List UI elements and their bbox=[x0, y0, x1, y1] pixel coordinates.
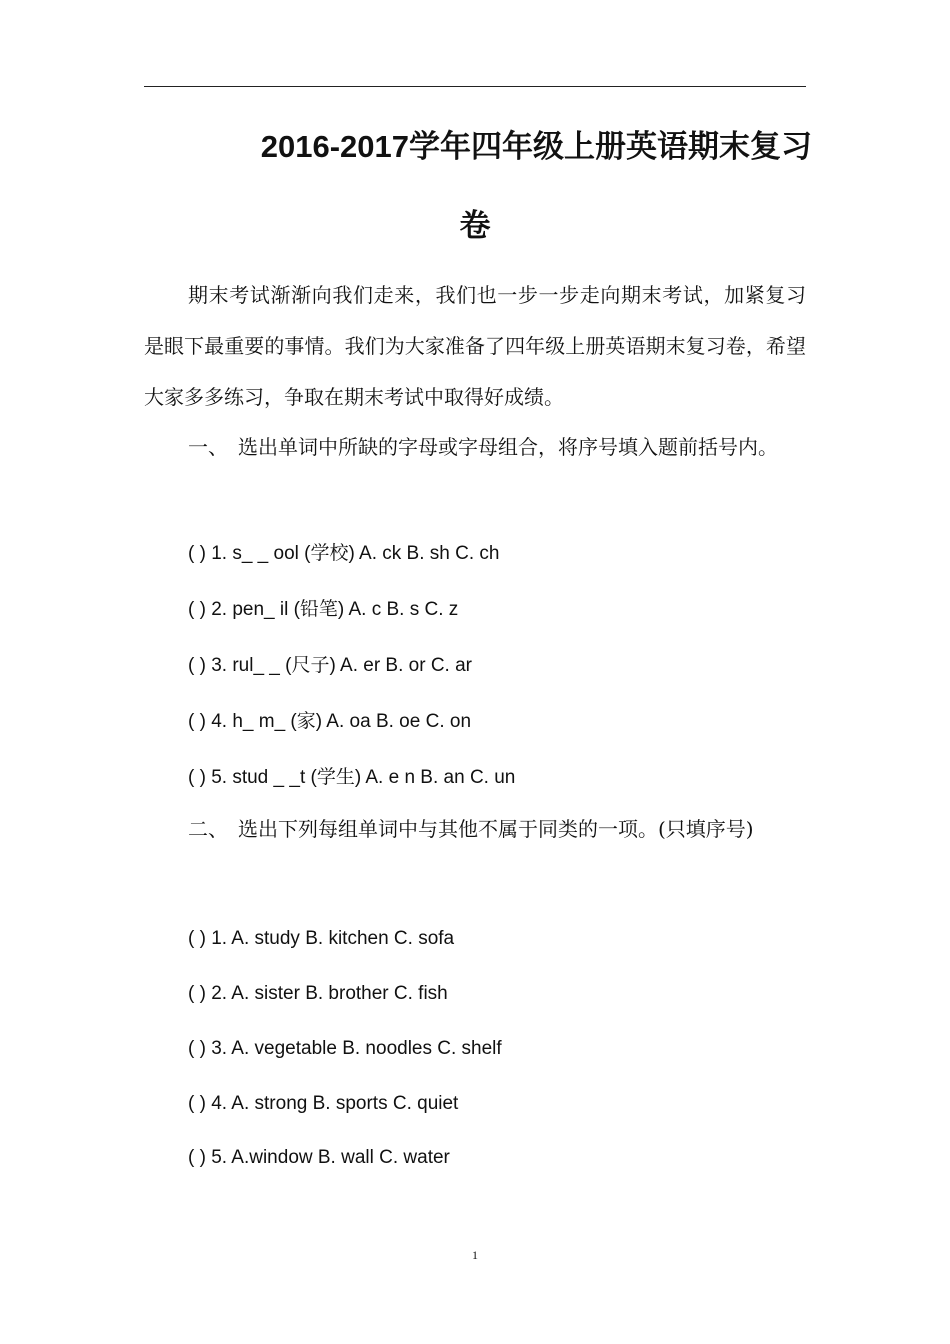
section1-item-2: ( ) 2. pen_ il (铅笔) A. c B. s C. z bbox=[188, 599, 459, 620]
document-title-line2: 卷 bbox=[459, 208, 491, 243]
section2-item-3: ( ) 3. A. vegetable B. noodles C. shelf bbox=[188, 1038, 502, 1059]
section1-item-3: ( ) 3. rul_ _ (尺子) A. er B. or C. ar bbox=[188, 655, 473, 676]
header-rule bbox=[144, 86, 806, 87]
section1-heading-text: 一、 选出单词中所缺的字母或字母组合，将序号填入题前括号内。 bbox=[188, 435, 778, 459]
section2-item-5: ( ) 5. A.window B. wall C. water bbox=[188, 1147, 450, 1168]
section1-heading bbox=[144, 422, 806, 473]
section1-item-4: ( ) 4. h_ m_ (家) A. oa B. oe C. on bbox=[188, 711, 472, 732]
intro-paragraph bbox=[144, 270, 806, 423]
section2-heading-text: 二、 选出下列每组单词中与其他不属于同类的一项。(只填序号) bbox=[188, 817, 754, 841]
intro-text: 期末考试渐渐向我们走来，我们也一步一步走向期末考试，加紧复习是眼下最重要的事情。我们为大家准备了四年级上册英语期末复习卷，希望大家多多练习，争取在期末考试中取得好成绩。 bbox=[144, 283, 806, 409]
section2-item-1: ( ) 1. A. study B. kitchen C. sofa bbox=[188, 928, 455, 949]
document-title-line1: 2016-2017学年四年级上册英语期末复习 bbox=[260, 129, 812, 164]
section1-item-5: ( ) 5. stud _ _t (学生) A. e n B. an C. un bbox=[188, 767, 516, 788]
section2-item-4: ( ) 4. A. strong B. sports C. quiet bbox=[188, 1093, 459, 1114]
section2-heading bbox=[144, 804, 806, 855]
page-number: 1 bbox=[472, 1248, 478, 1262]
section2-item-2: ( ) 2. A. sister B. brother C. fish bbox=[188, 983, 448, 1004]
section1-item-1: ( ) 1. s_ _ ool (学校) A. ck B. sh C. ch bbox=[188, 543, 500, 564]
